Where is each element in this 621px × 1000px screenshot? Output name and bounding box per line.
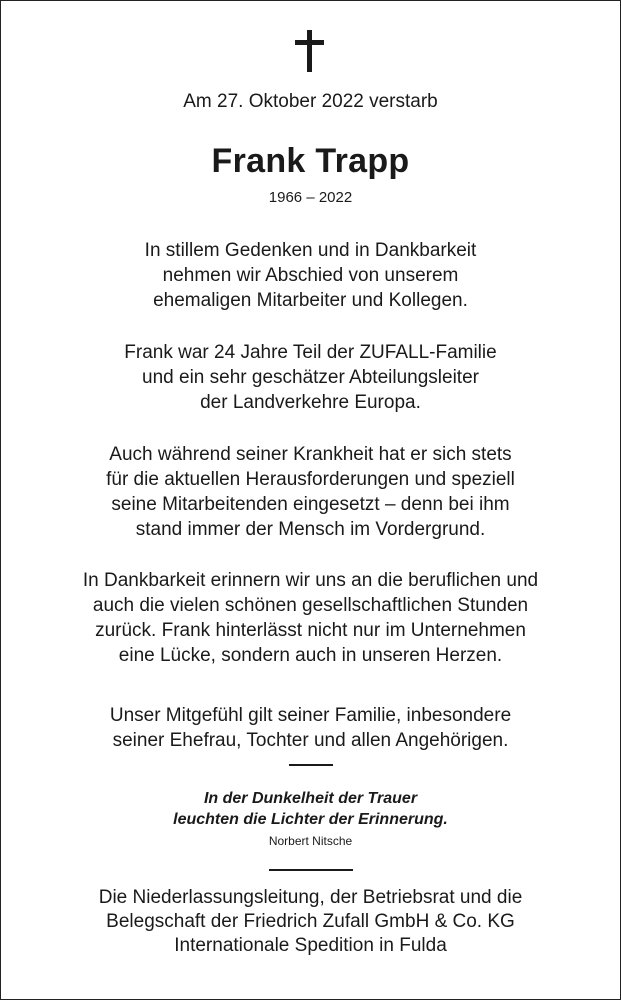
paragraph-line: Unser Mitgefühl gilt seiner Familie, inbesondere (109, 705, 512, 726)
paragraph-line: eine Lücke, sondern auch in unseren Herzen. (118, 645, 503, 666)
paragraph-line: In stillem Gedenken und in Dankbarkeit (144, 240, 477, 261)
signature-line: Internationale Spedition in Fulda (174, 935, 447, 956)
paragraph-line: und ein sehr geschätzer Abteilungsleiter (142, 367, 479, 388)
paragraph-line: Frank war 24 Jahre Teil der ZUFALL-Familie (124, 342, 497, 363)
quote-author: Norbert Nitsche (268, 834, 353, 848)
intro-text: Am 27. Oktober 2022 verstarb (183, 91, 438, 112)
paragraph-line: stand immer der Mensch im Vordergrund. (135, 519, 486, 540)
divider (289, 764, 333, 766)
paragraph-line: seiner Ehefrau, Tochter und allen Angehörigen. (112, 730, 509, 751)
paragraph-gratitude (0, 568, 621, 668)
quote-line: In der Dunkelheit der Trauer (203, 790, 418, 807)
paragraph-line: ehemaligen Mitarbeiter und Kollegen. (153, 290, 468, 311)
life-years: 1966 – 2022 (268, 189, 353, 206)
paragraph-line: für die aktuellen Herausforderungen und speziell (106, 469, 515, 490)
signature-block (0, 886, 621, 958)
signature-line: Belegschaft der Friedrich Zufall GmbH & Co. KG (106, 911, 515, 932)
paragraph-condolence (0, 703, 621, 753)
paragraph-commitment (0, 442, 621, 542)
paragraph-line: nehmen wir Abschied von unserem (162, 265, 459, 286)
paragraph-line: seine Mitarbeitenden eingesetzt – denn bei ihm (111, 494, 510, 515)
signature-line: Die Niederlassungsleitung, der Betriebsrat und die (98, 887, 523, 908)
quote (0, 788, 621, 830)
paragraph-line: auch die vielen schönen gesellschaftlichen Stunden (92, 595, 529, 616)
paragraph-line: zurück. Frank hinterlässt nicht nur im Unternehmen (95, 620, 526, 641)
paragraph-line: In Dankbarkeit erinnern wir uns an die beruflichen und (82, 570, 539, 591)
quote-line: leuchten die Lichter der Erinnerung. (173, 811, 448, 828)
paragraph-line: der Landverkehre Europa. (200, 392, 421, 413)
cross-icon (294, 30, 326, 72)
deceased-name: Frank Trapp (211, 142, 410, 180)
paragraph-farewell (0, 238, 621, 313)
divider (269, 869, 353, 871)
paragraph-line: Auch während seiner Krankheit hat er sich stets (109, 444, 512, 465)
paragraph-career (0, 340, 621, 415)
